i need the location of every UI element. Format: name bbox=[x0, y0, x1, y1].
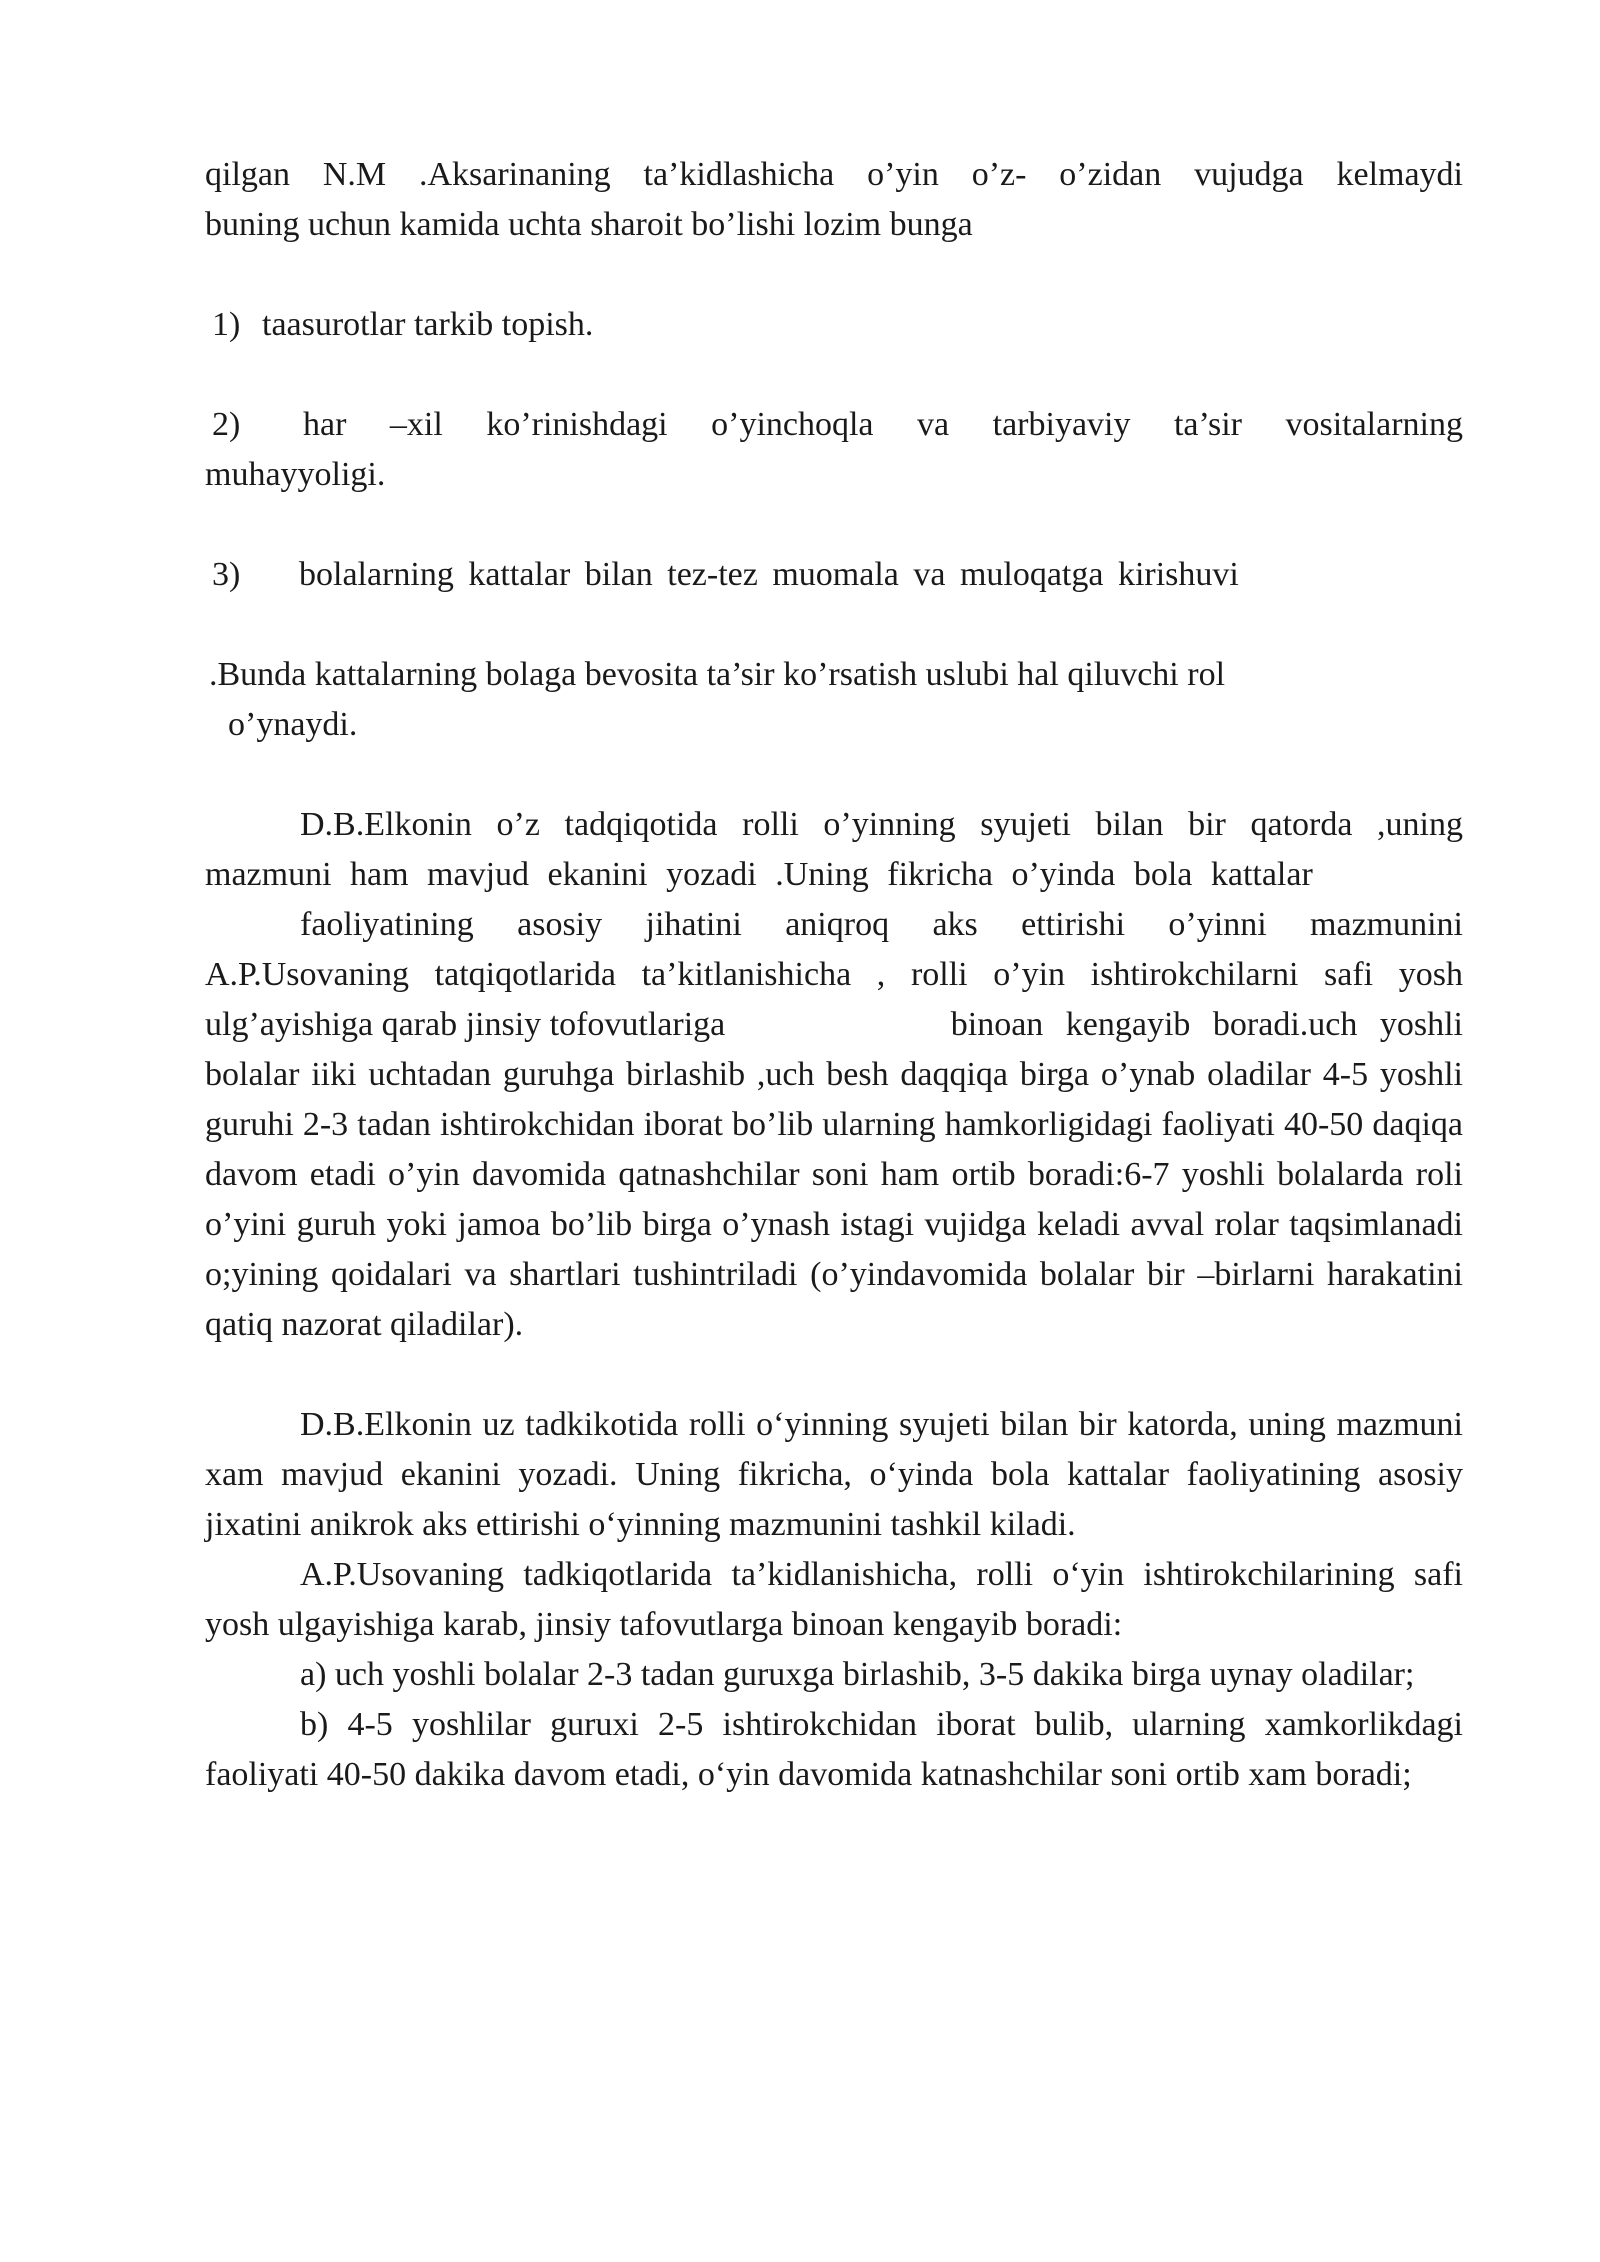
bunda-line-1: .Bunda kattalarning bolaga bevosita ta’sir ko’rsatish uslubi hal qiluvchi rol bbox=[209, 656, 1226, 693]
intro-line-2: buning uchun kamida uchta sharoit bo’lishi lozim bunga bbox=[205, 206, 973, 243]
list-number: 1) bbox=[212, 306, 241, 343]
list-item-3 bbox=[205, 550, 1463, 600]
spacer bbox=[205, 500, 1463, 550]
paragraph-usova: A.P.Usovaning tadkiqotlarida ta’kidlanishicha, rolli o‘yin ishtirokchilarining safi yosh ulgayishiga karab, jinsiy tafovutlarga binoan kengayib boradi: bbox=[205, 1556, 1463, 1643]
para1-line-5 bbox=[205, 1000, 1463, 1050]
para1-line-3: faoliyatining asosiy jihatini aniqroq aks ettirishi o’yinni mazmunini bbox=[300, 906, 1463, 943]
paragraph-elkonin-2: D.B.Elkonin uz tadkikotida rolli o‘yinning syujeti bilan bir katorda, uning mazmuni xam mavjud ekanini yozadi. Uning fikricha, o‘yinda bola kattalar faoliyatining asosiy jixatini anikrok aks ettirishi o‘yinning mazmunini tashkil kiladi. bbox=[205, 1406, 1463, 1543]
spacer bbox=[205, 250, 1463, 300]
para1-line-2: mazmuni ham mavjud ekanini yozadi .Uning fikricha o’yinda bola kattalar bbox=[205, 856, 1313, 893]
spacer bbox=[205, 350, 1463, 400]
document-body bbox=[205, 150, 1463, 1800]
bunda-line-2: o’ynaydi. bbox=[228, 706, 358, 743]
list-item-b: b) 4-5 yoshlilar guruxi 2-5 ishtirokchidan iborat bulib, ularning xamkorlikdagi faoliyati 40-50 dakika davom etadi, o‘yin davomida katnashchilar soni ortib xam boradi; bbox=[205, 1706, 1463, 1793]
paragraph-elkonin-1 bbox=[205, 800, 1463, 1350]
list-item-text-continuation: muhayyoligi. bbox=[205, 456, 386, 493]
list-item-1 bbox=[205, 300, 1463, 350]
para1-line-5-right: binoan kengayib boradi.uch yoshli bbox=[950, 1006, 1463, 1043]
spacer bbox=[205, 600, 1463, 650]
para1-line-1: D.B.Elkonin o’z tadqiqotida rolli o’yinning syujeti bilan bir qatorda ,uning bbox=[300, 806, 1463, 843]
list-item-text: taasurotlar tarkib topish. bbox=[262, 306, 594, 343]
list-item-text: bolalarning kattalar bilan tez-tez muomala va muloqatga kirishuvi bbox=[299, 556, 1239, 593]
intro-line-1: qilgan N.M .Aksarinaning ta’kidlashicha o’yin o’z- o’zidan vujudga kelmaydi bbox=[205, 156, 1463, 193]
list-number: 3) bbox=[212, 556, 241, 593]
para1-line-5-left: ulg’ayishiga qarab jinsiy tofovutlariga bbox=[205, 1006, 726, 1043]
spacer bbox=[205, 1350, 1463, 1400]
para1-rest: bolalar iiki uchtadan guruhga birlashib ,uch besh daqqiqa birga o’ynab oladilar 4-5 yoshli guruhi 2-3 tadan ishtirokchidan iborat bo’lib ularning hamkorligidagi faoliyati 40-50 daqiqa davom etadi o’yin davomida qatnashchilar soni ham ortib boradi:6-7 yoshli bolalarda roli o’yini guruh yoki jamoa bo’lib birga o’ynash istagi vujidga keladi avval rolar taqsimlanadi o;yining qoidalari va shartlari tushintriladi (o’yindavomida bolalar bir –birlarni harakatini qatiq nazorat qiladilar). bbox=[205, 1056, 1463, 1343]
spacer bbox=[205, 750, 1463, 800]
list-number: 2) bbox=[212, 406, 241, 443]
list-item-a: a) uch yoshli bolalar 2-3 tadan guruxga birlashib, 3-5 dakika birga uynay oladilar; bbox=[300, 1656, 1415, 1693]
list-item-text: har –xil ko’rinishdagi o’yinchoqla va tarbiyaviy ta’sir vositalarning bbox=[303, 406, 1463, 443]
para1-line-4: A.P.Usovaning tatqiqotlarida ta’kitlanishicha , rolli o’yin ishtirokchilarni safi yosh bbox=[205, 956, 1463, 993]
list-item-2 bbox=[205, 400, 1463, 500]
